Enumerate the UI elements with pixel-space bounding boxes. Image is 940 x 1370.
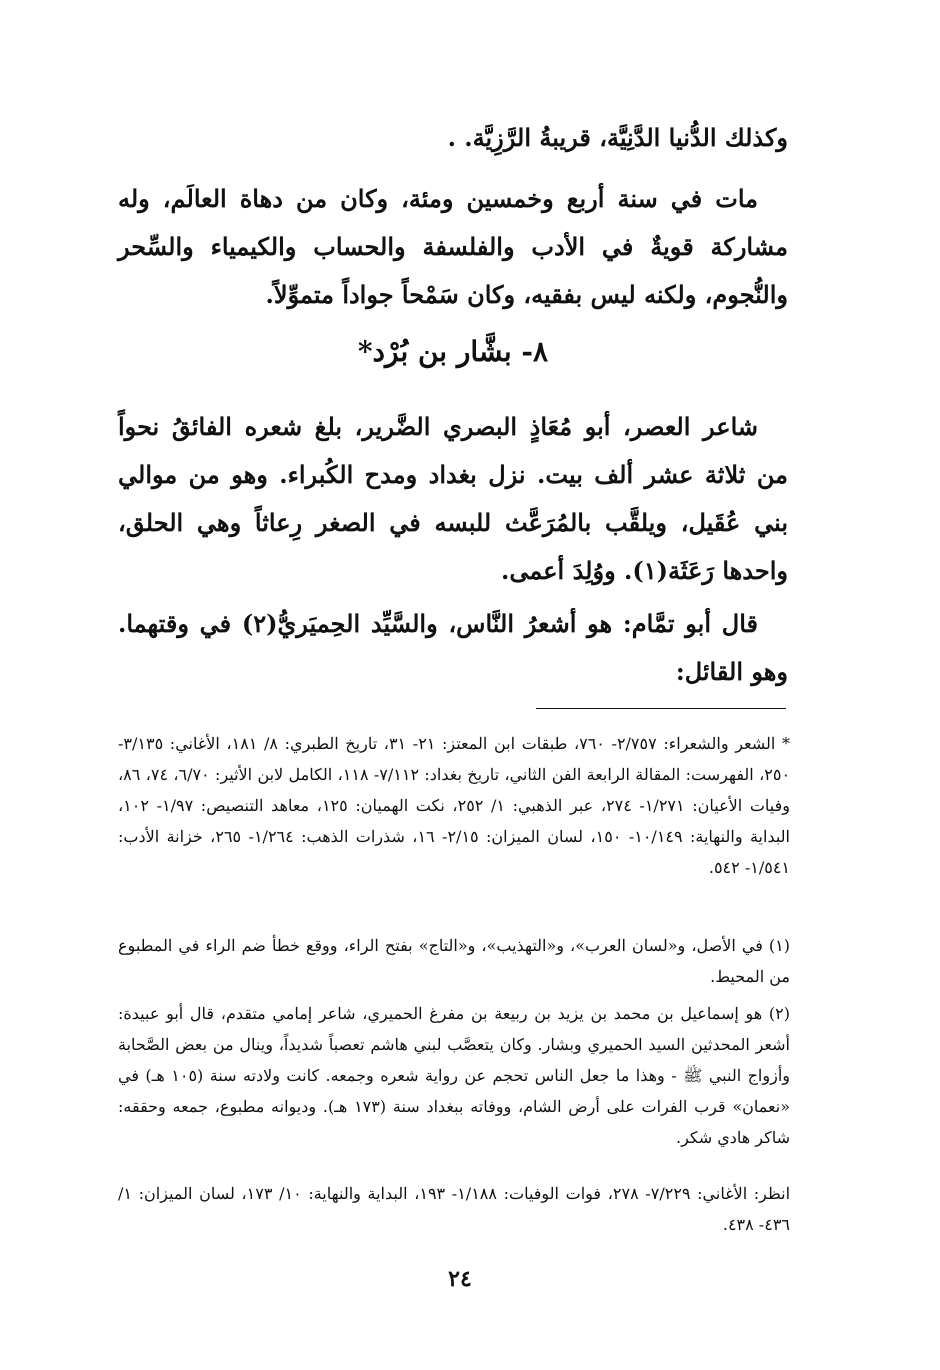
footnote-divider xyxy=(536,708,786,709)
section-heading: ٨- بشَّار بن بُرْد* xyxy=(357,335,549,368)
footnote-sources: * الشعر والشعراء: ٢/٧٥٧- ٧٦٠، طبقات ابن المعتز: ٢١- ٣١، تاريخ الطبري: ٨/ ١٨١، الأغاني: ٣/١٣٥- ٢٥٠، الفهرست: المقالة الرابعة الفن الثاني، تاريخ بغداد: ٧/١١٢- ١١٨، الكامل لابن الأثير: ٦/٧٠، ٧٤، ٨٦، وفيات الأعيان: ١/٢٧١- ٢٧٤، عبر الذهبي: ١/ ٢٥٢، نكت الهميان: ١٢٥، معاهد التنصيص: ١/٩٧- ١٠٢، البداية والنهاية: ١٠/١٤٩- ١٥٠، لسان الميزان: ٢/١٥- ١٦، شذرات الذهب: ١/٢٦٤- ٢٦٥، خزانة الأدب: ١/٥٤١- ٥٤٢. xyxy=(118,734,791,877)
footnote-1: (١) في الأصل، و«لسان العرب»، و«التهذيب»، و«التاج» بفتح الراء، ووقع خطأ ضم الراء في المطبوع من المحيط. xyxy=(118,936,790,986)
footnote-2: (٢) هو إسماعيل بن محمد بن يزيد بن ربيعة بن مفرغ الحميري، شاعر إمامي متقدم، قال أبو عبيدة: أشعر المحدثين السيد الحميري وبشار. وكان يتعصَّب لبني هاشم تعصباً شديداً، وينال من بعض الصَّحابة وأزواج النبي ﷺ - وهذا ما جعل الناس تحجم عن رواية شعره وجمعه. كانت ولادته سنة (١٠٥ هـ) في «نعمان» قرب الفرات على أرض الشام، ووفاته ببغداد سنة (١٧٣ هـ). وديوانه مطبوع، جمعه وحققه: شاكر هادي شكر. xyxy=(118,1004,790,1147)
paragraph-biography: شاعر العصر، أبو مُعَاذٍ البصري الضَّرير، بلغ شعره الفائقُ نحواً من ثلاثة عشر ألف بيت. نزل بغداد ومدح الكُبراء. وهو من موالي بني عُقَيل، ويلقَّب بالمُرَعَّث للبسه في الصغر رِعاثاً وهي الحلق، واحدها رَعَثَة(١). ووُلِدَ أعمى. xyxy=(118,412,788,585)
opening-line: وكذلك الدُّنيا الدَّنِيَّة، قريبةُ الرَّزِيَّة. . xyxy=(447,123,788,152)
paragraph-death-note: مات في سنة أربع وخمسين ومئة، وكان من دهاة العالَم، وله مشاركة قويةٌ في الأدب والفلسفة والحساب والكيمياء والسِّحر والنُّجوم، ولكنه ليس بفقيه، وكان سَمْحاً جواداً متموِّلاً. xyxy=(118,184,788,309)
footnote-2-references: انظر: الأغاني: ٧/٢٢٩- ٢٧٨، فوات الوفيات: ١/١٨٨- ١٩٣، البداية والنهاية: ١٠/ ١٧٣، لسان الميزان: ١/ ٤٣٦- ٤٣٨. xyxy=(118,1184,791,1234)
paragraph-quote-intro: قال أبو تمَّام: هو أشعرُ النَّاس، والسَّيِّد الحِميَريُّ(٢) في وقتهما. وهو القائل: xyxy=(118,609,788,686)
page-number: ٢٤ xyxy=(448,1266,472,1292)
